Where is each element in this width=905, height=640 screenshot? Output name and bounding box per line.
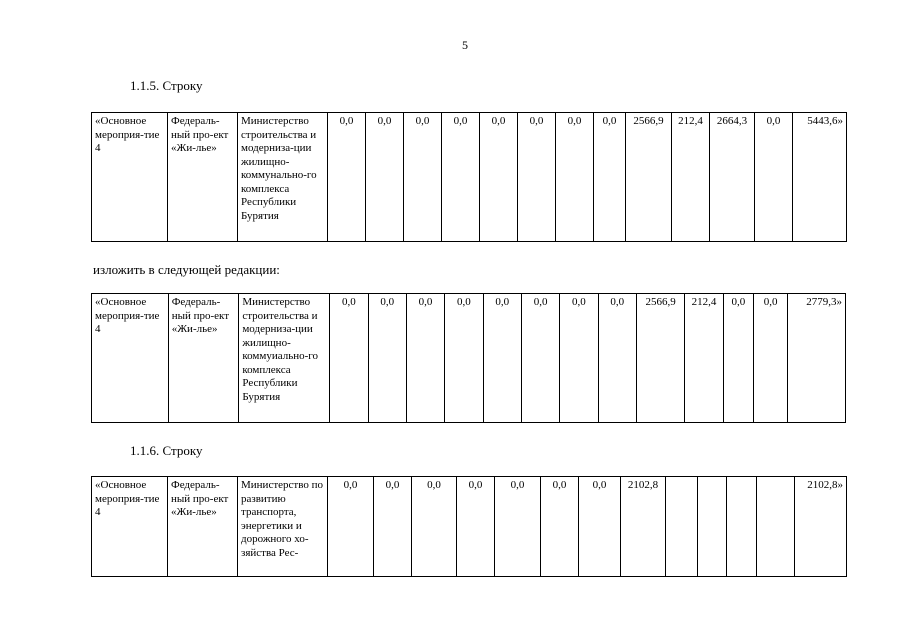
total-value-cell: 5443,6» (793, 113, 847, 242)
value-cell (666, 477, 698, 577)
value-cell: 0,0 (480, 113, 518, 242)
value-cell: 0,0 (560, 294, 598, 423)
table-row-1-1-5 (91, 112, 847, 242)
value-cell: 0,0 (483, 294, 521, 423)
value-cell: 0,0 (330, 294, 368, 423)
value-cell: 0,0 (723, 294, 753, 423)
value-cell: 0,0 (442, 113, 480, 242)
value-cell: 2102,8 (621, 477, 666, 577)
event-name-cell: «Основное мероприя-тие 4 (92, 294, 169, 423)
value-cell: 212,4 (685, 294, 723, 423)
value-cell: 0,0 (495, 477, 541, 577)
section-heading-1-1-6: 1.1.6. Строку (130, 443, 203, 458)
section-heading-new-edition: изложить в следующей редакции: (93, 262, 280, 277)
ministry-name-cell: Министерство строительства и модерниза-ции жилищно-коммунально-го комплекса Республики Бурятия (238, 113, 328, 242)
value-cell: 2566,9 (636, 294, 684, 423)
event-name-cell: «Основное мероприя-тие 4 (92, 113, 168, 242)
project-name-cell: Федераль-ный про-ект «Жи-лье» (168, 294, 239, 423)
total-value-cell: 2102,8» (795, 477, 847, 577)
ministry-name-cell: Министерство по развитию транспорта, энергетики и дорожного хо-зяйства Рес- (238, 477, 328, 577)
value-cell: 0,0 (556, 113, 594, 242)
value-cell: 0,0 (368, 294, 406, 423)
value-cell: 0,0 (412, 477, 457, 577)
value-cell: 0,0 (541, 477, 579, 577)
value-cell: 0,0 (753, 294, 787, 423)
value-cell: 0,0 (594, 113, 626, 242)
event-name-cell: «Основное мероприя-тие 4 (92, 477, 168, 577)
value-cell: 0,0 (579, 477, 621, 577)
value-cell: 0,0 (457, 477, 495, 577)
value-cell: 0,0 (366, 113, 404, 242)
value-cell: 0,0 (521, 294, 559, 423)
value-cell (698, 477, 727, 577)
value-cell: 0,0 (598, 294, 636, 423)
value-cell: 2664,3 (710, 113, 755, 242)
value-cell: 0,0 (445, 294, 483, 423)
value-cell: 0,0 (518, 113, 556, 242)
table-row-new-edition (91, 293, 846, 423)
ministry-name-cell: Министерство строительства и модерниза-ции жилищно-коммуиально-го комплекса Республики Бурятия (239, 294, 330, 423)
value-cell: 0,0 (328, 477, 374, 577)
value-cell (727, 477, 757, 577)
value-cell: 0,0 (328, 113, 366, 242)
total-value-cell: 2779,3» (788, 294, 846, 423)
value-cell: 212,4 (672, 113, 710, 242)
page-number: 5 (462, 38, 468, 52)
value-cell (757, 477, 795, 577)
value-cell: 0,0 (406, 294, 444, 423)
section-heading-1-1-5: 1.1.5. Строку (130, 78, 203, 93)
value-cell: 2566,9 (626, 113, 672, 242)
project-name-cell: Федераль-ный про-ект «Жи-лье» (168, 477, 238, 577)
value-cell: 0,0 (755, 113, 793, 242)
project-name-cell: Федераль-ный про-ект «Жи-лье» (168, 113, 238, 242)
table-row-1-1-6 (91, 476, 847, 577)
value-cell: 0,0 (374, 477, 412, 577)
value-cell: 0,0 (404, 113, 442, 242)
